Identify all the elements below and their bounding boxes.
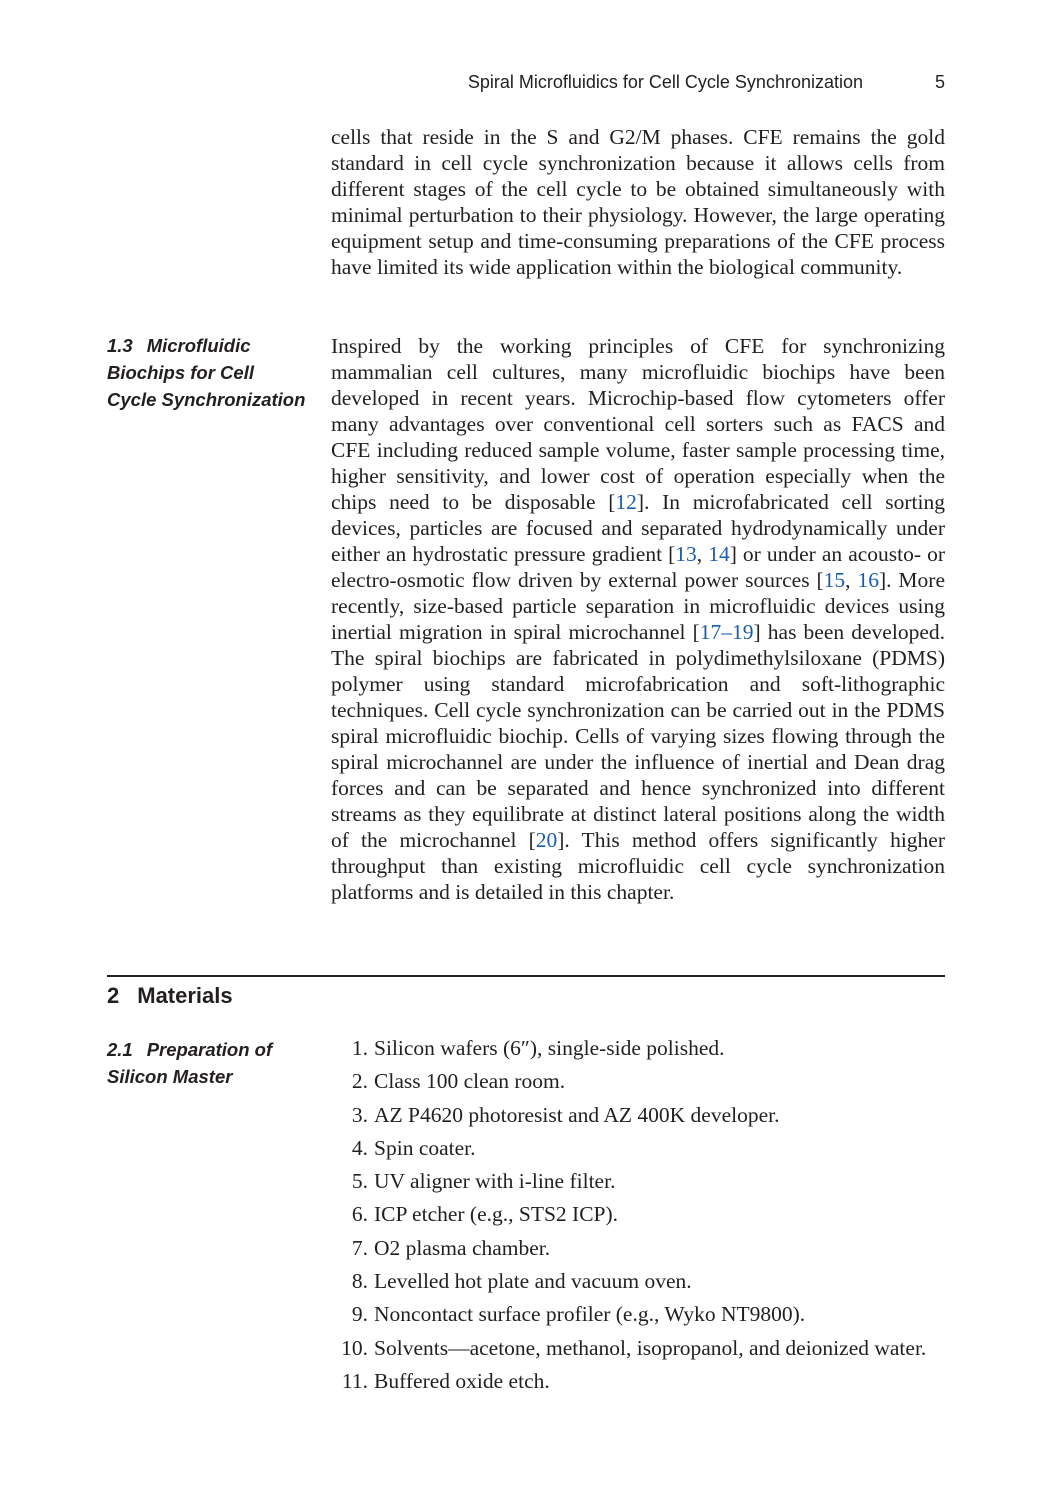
section-2-title: Materials [137, 983, 233, 1008]
list-item [331, 1102, 951, 1135]
list-item [331, 1135, 951, 1168]
list-item-text: AZ P4620 photoresist and AZ 400K developer. [374, 1102, 780, 1127]
paragraph-text: , [696, 542, 709, 566]
section-divider [107, 975, 945, 977]
running-head [330, 72, 945, 96]
list-item [331, 1268, 951, 1301]
list-item-text: UV aligner with i-line filter. [374, 1169, 616, 1194]
materials-list [331, 1035, 951, 1401]
list-item-text: Class 100 clean room. [374, 1069, 566, 1094]
citation-link[interactable]: 20 [535, 828, 558, 852]
list-item [331, 1068, 951, 1101]
section-1-3-heading [107, 332, 307, 413]
list-item-text: Levelled hot plate and vacuum oven. [374, 1269, 692, 1294]
section-2-1-number: 2.1 [107, 1039, 133, 1060]
list-item-text: Solvents—acetone, methanol, isopropanol, and deionized water. [374, 1335, 927, 1360]
intro-paragraph: cells that reside in the S and G2/M phases. CFE remains the gold standard in cell cycle synchronization because it allows cells from different stages of the cell cycle to be obtained simultaneously with minimal perturbation to their physiology. However, the large operating equipment setup and time-consuming preparations of the CFE process have limited its wide application within the biological community. [331, 125, 945, 279]
paragraph-text: ] has been developed. The spiral biochips are fabricated in polydimethylsiloxane (PDMS) polymer using standard microfabrication and soft-lithographic techniques. Cell cycle synchronization can be carried out in the PDMS spiral microfluidic biochip. Cells of varying sizes flowing through the spiral microchannel are under the influence of inertial and Dean drag forces and can be separated and hence synchronized into different streams as they equilibrate at distinct lateral positions along the width of the microchannel [ [331, 620, 945, 852]
list-item-number: 6. [351, 1202, 368, 1227]
list-item-number: 7. [351, 1235, 368, 1260]
list-item-number: 8. [351, 1269, 368, 1294]
section-2-1-title: Preparation of Silicon Master [107, 1039, 273, 1087]
paragraph-text: ]. More recently, size-based particle separation in microfluidic devices using inertial migration in spiral microchannel [ [331, 568, 945, 644]
list-item-text: ICP etcher (e.g., STS2 ICP). [374, 1202, 619, 1227]
section-1-3-paragraph [331, 333, 945, 905]
paragraph-text: ]. This method offers significantly higher throughput than existing microfluidic cell cycle synchronization platforms and is detailed in this chapter. [331, 828, 945, 904]
section-1-3-number: 1.3 [107, 335, 133, 356]
paragraph-text: ]. In microfabricated cell sorting devices, particles are focused and separated hydrodynamically under either an hydrostatic pressure gradient [ [331, 490, 945, 566]
section-1-3-title: Microfluidic Biochips for Cell Cycle Synchronization [107, 335, 306, 410]
list-item [331, 1301, 951, 1334]
citation-link[interactable]: 12 [615, 490, 637, 514]
list-item-number: 4. [351, 1135, 368, 1160]
list-item [331, 1368, 951, 1401]
paragraph-text: , [845, 568, 858, 592]
citation-link[interactable]: 14 [708, 542, 730, 566]
list-item-text: Noncontact surface profiler (e.g., Wyko NT9800). [374, 1302, 806, 1327]
citation-link[interactable]: 15 [823, 568, 846, 592]
list-item-number: 5. [351, 1169, 368, 1194]
paragraph-text: ] or under an acousto- or electro-osmotic flow driven by external power sources [ [331, 542, 946, 592]
list-item-number: 10. [341, 1335, 368, 1360]
list-item-text: O2 plasma chamber. [374, 1235, 551, 1260]
list-item-text: Buffered oxide etch. [374, 1368, 550, 1393]
list-item [331, 1168, 951, 1201]
list-item-number: 3. [351, 1102, 368, 1127]
list-item-text: Silicon wafers (6″), single-side polished. [374, 1036, 725, 1060]
section-2-1-heading [107, 1036, 307, 1090]
section-2-heading [107, 982, 233, 1010]
list-item-number: 9. [351, 1302, 368, 1327]
citation-link[interactable]: 16 [857, 568, 879, 592]
citation-link[interactable]: 13 [675, 542, 697, 566]
list-item [331, 1035, 951, 1068]
list-item-number: 2. [351, 1069, 368, 1094]
list-item [331, 1201, 951, 1234]
list-item-text: Spin coater. [374, 1135, 476, 1160]
list-item [331, 1335, 951, 1368]
citation-link[interactable]: 17–19 [699, 620, 754, 644]
paragraph-text: Inspired by the working principles of CFE for synchronizing mammalian cell cultures, many microfluidic biochips have been developed in recent years. Microchip-based flow cytometers offer many advantages over conventional cell sorters such as FACS and CFE including reduced sample volume, faster sample processing time, higher sensitivity, and lower cost of operation especially when the chips need to be disposable [ [331, 334, 945, 514]
running-head-title: Spiral Microfluidics for Cell Cycle Synchronization [467, 72, 863, 92]
list-item [331, 1235, 951, 1268]
page-number: 5 [934, 72, 945, 92]
list-item-number: 1. [351, 1036, 368, 1060]
list-item-number: 11. [341, 1368, 368, 1393]
section-2-number: 2 [107, 983, 120, 1008]
